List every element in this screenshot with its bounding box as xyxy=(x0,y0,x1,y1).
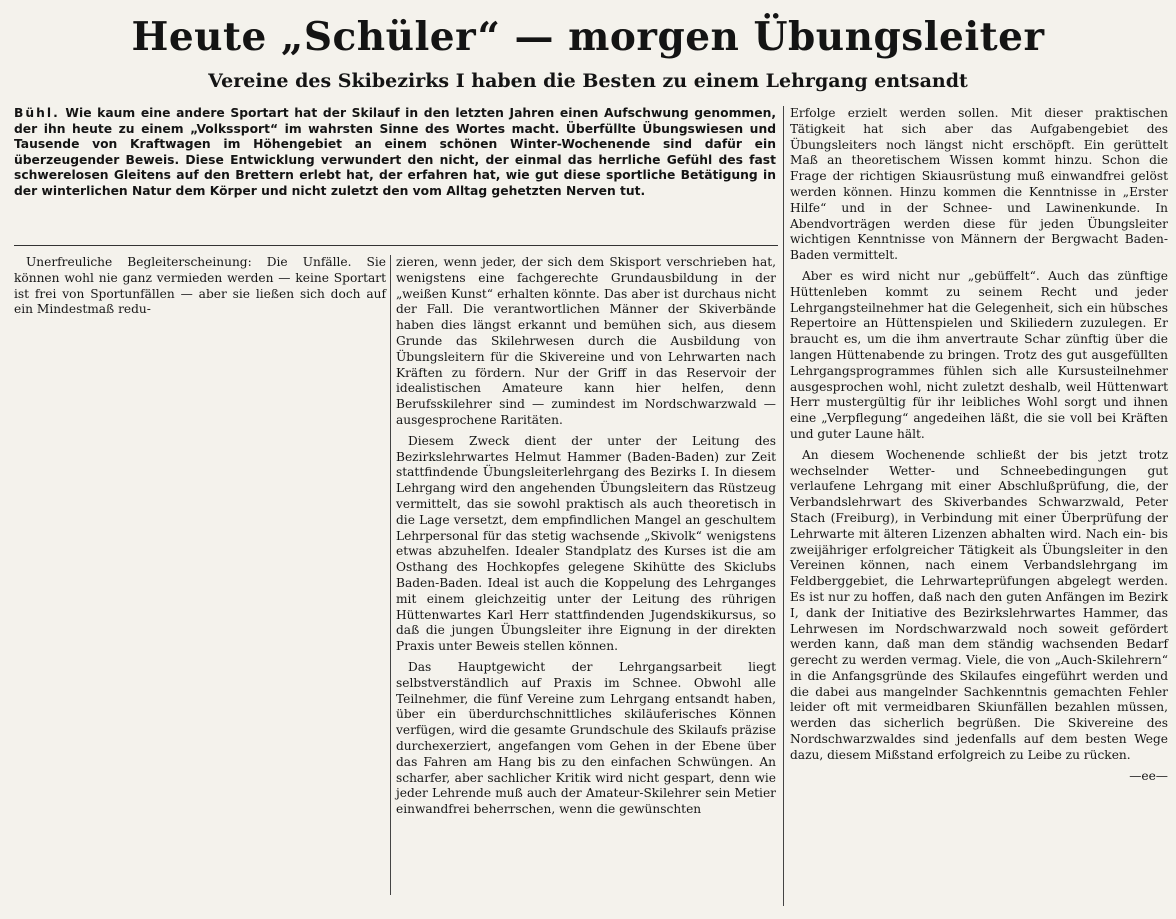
lead-divider xyxy=(14,245,778,246)
column-divider-1 xyxy=(390,255,391,895)
column-3 xyxy=(790,106,1168,784)
paragraph: Diesem Zweck dient der unter der Leitung des Bezirkslehrwartes Helmut Hammer (Baden-Baden) zur Zeit stattfindende Übungsleiterlehrgang des Bezirks I. In diesem Lehrgang wird den angehenden Übungsleitern das Rüstzeug vermittelt, das sie sowohl praktisch als auch theoretisch in die Lage versetzt, dem empfindlichen Mangel an geschultem Lehrpersonal für das stetig wachsende „Skivolk“ wenigstens etwas abzuhelfen. Idealer Standplatz des Kurses ist die am Osthang des Hochkopfes gelegene Skihütte des Skiclubs Baden-Baden. Ideal ist auch die Koppelung des Lehrganges mit einem gleichzeitig unter der Leitung des rührigen Hüttenwartes Karl Herr stattfindenden Jugendskikursus, so daß die jungen Übungsleiter ihre Eignung in der direkten Praxis unter Beweis stellen können. xyxy=(396,433,776,654)
paragraph: Aber es wird nicht nur „gebüffelt“. Auch das zünftige Hüttenleben kommt zu seinem Recht und jeder Lehrgangsteilnehmer hat die Gelegenheit, sich ein hübsches Repertoire an Hüttenspielen und Skiliedern zuzulegen. Er braucht es, um die ihm anvertraute Schar zünftig über die langen Hüttenabende zu bringen. Trotz des gut ausgefüllten Lehrgangsprogrammes fühlen sich alle Kursusteilnehmer ausgesprochen wohl, nicht zuletzt deshalb, weil Hüttenwart Herr mustergültig für ihr leibliches Wohl sorgt und ihnen eine „Verpflegung“ angedeihen läßt, die sie voll bei Kräften und guter Laune hält. xyxy=(790,268,1168,441)
lead-text: Wie kaum eine andere Sportart hat der Skilauf in den letzten Jahren einen Aufschwung genommen, der ihn heute zu einem „Volkssport“ im wahrsten Sinne des Wortes macht. Überfüllte Übungswiesen und Tausende von Kraftwagen im Höhengebiet an einem schönen Winter-Wochenende sind dafür ein überzeugender Beweis. Diese Entwicklung verwundert den nicht, der einmal das herrliche Gefühl des fast schwerelosen Gleitens auf den Brettern erlebt hat, der erfahren hat, wie gut diese sportliche Betätigung in der winterlichen Natur dem Körper und nicht zuletzt den vom Alltag gehetzten Nerven tut. xyxy=(14,106,776,198)
author-signature: —ee— xyxy=(1129,768,1168,783)
column-1 xyxy=(14,255,386,323)
paragraph: Das Hauptgewicht der Lehrgangsarbeit liegt selbstverständlich auf Praxis im Schnee. Obwohl alle Teilnehmer, die fünf Vereine zum Lehrgang entsandt haben, über ein überdurchschnittliches skiläuferisches Können verfügen, wird die gesamte Grundschule des Skilaufs präzise durchexerziert, angefangen vom Gehen in der Ebene über das Fahren am Hang bis zu den einfachen Schwüngen. An scharfer, aber sachlicher Kritik wird nicht gespart, denn wie jeder Lehrende muß auch der Amateur-Skilehrer sein Metier einwandfrei beherrschen, wenn die gewünschten xyxy=(396,659,776,817)
dateline: Bühl. xyxy=(14,106,60,120)
column-divider-2 xyxy=(783,106,784,906)
headline: Heute „Schüler“ — morgen Übungsleiter xyxy=(131,14,1045,60)
paragraph: zieren, wenn jeder, der sich dem Skisport verschrieben hat, wenigstens eine fachgerechte Grundausbildung in der „weißen Kunst“ erhalten könnte. Das aber ist durchaus nicht der Fall. Die verantwortlichen Männer der Skiverbände haben dies längst erkannt und bemühen sich, aus diesem Grunde das Skilehrwesen durch die Ausbildung von Übungsleitern für die Skivereine und von Lehrwarten nach Kräften zu fördern. Nur der Griff in das Reservoir der idealistischen Amateure kann hier helfen, denn Berufsskilehrer sind — zumindest im Nordschwarzwald — ausgesprochene Raritäten. xyxy=(396,255,776,427)
subheadline: Vereine des Skibezirks I haben die Besten zu einem Lehrgang entsandt xyxy=(208,70,968,92)
column-2 xyxy=(396,255,776,823)
lead-paragraph xyxy=(14,106,776,200)
paragraph: Unerfreuliche Begleiterscheinung: Die Unfälle. Sie können wohl nie ganz vermieden werden — keine Sportart ist frei von Sportunfällen — aber sie ließen sich doch auf ein Mindestmaß redu- xyxy=(14,255,386,317)
paragraph: Erfolge erzielt werden sollen. Mit dieser praktischen Tätigkeit hat sich aber das Aufgabengebiet des Übungsleiters noch längst nicht erschöpft. Ein gerüttelt Maß an theoretischem Wissen kommt hinzu. Schon die Frage der richtigen Skiausrüstung muß einwandfrei gelöst werden können. Hinzu kommen die Kenntnisse in „Erster Hilfe“ und in der Schnee- und Lawinenkunde. In Abendvorträgen werden diese für jeden Übungsleiter wichtigen Kenntnisse von Männern der Bergwacht Baden-Baden vermittelt. xyxy=(790,106,1168,263)
paragraph: An diesem Wochenende schließt der bis jetzt trotz wechselnder Wetter- und Schneebedingungen gut verlaufene Lehrgang mit einer Abschlußprüfung, die, der Verbandslehrwart des Skiverbandes Schwarzwald, Peter Stach (Freiburg), in Verbindung mit einer Überprüfung der Lehrwarte mit älteren Lizenzen abhalten wird. Nach ein- bis zweijähriger erfolgreicher Tätigkeit als Übungsleiter in den Vereinen können, nach einem Verbandslehrgang im Feldberggebiet, die Lehrwarteprüfungen abgelegt werden. Es ist nur zu hoffen, daß nach den guten Anfängen im Bezirk I, dank der Initiative des Bezirkslehrwartes Hammer, das Lehrwesen im Nordschwarzwald noch soweit gefördert werden kann, daß man dem ständig wachsenden Bedarf gerecht zu werden vermag. Viele, die von „Auch-Skilehrern“ in die Anfangsgründe des Skilaufes eingeführt werden und die dabei aus mangelnder Sachkenntnis gemachten Fehler leider oft mit vermeidbaren Skiunfällen bezahlen müssen, werden das sicherlich begrüßen. Die Skivereine des Nordschwarzwaldes sind jedenfalls auf dem besten Wege dazu, diesem Mißstand erfolgreich zu Leibe zu rücken. xyxy=(790,447,1168,762)
